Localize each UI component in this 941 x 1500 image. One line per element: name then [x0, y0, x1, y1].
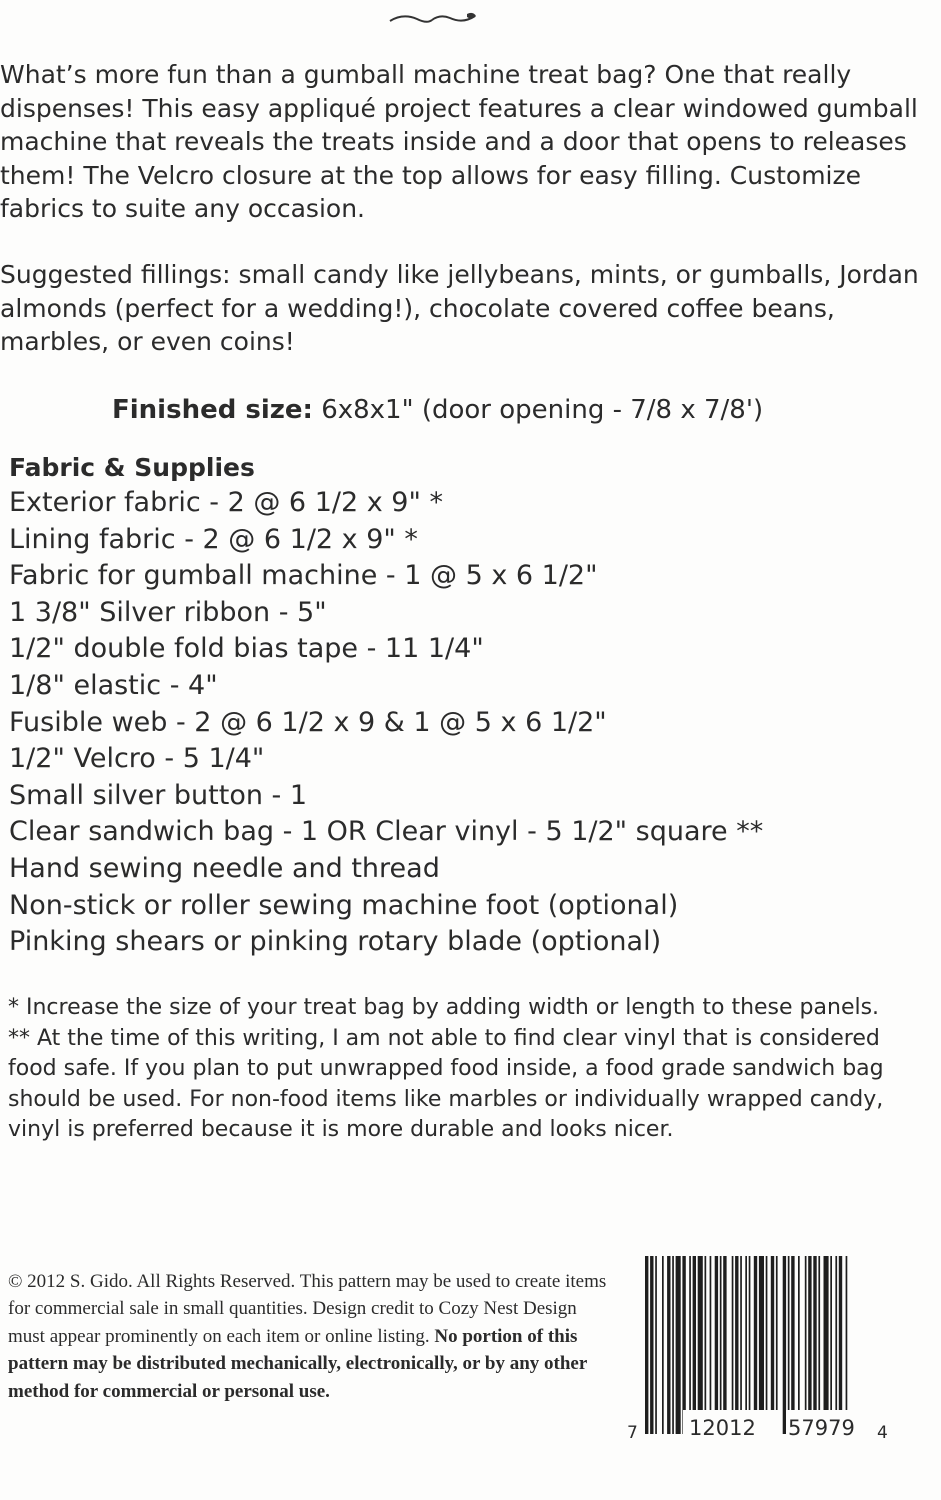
supplies-list [9, 485, 763, 961]
footnote-1: * Increase the size of your treat bag by adding width or length to these panels. [8, 995, 880, 1020]
supply-item: Hand sewing needle and thread [9, 852, 440, 884]
barcode-digits-right: 57979 [788, 1416, 855, 1440]
upc-barcode [625, 1248, 890, 1443]
finished-size-label: Finished size: [112, 395, 313, 425]
supply-item: Exterior fabric - 2 @ 6 1/2 x 9" * [9, 487, 443, 518]
supply-item: 1/2" Velcro - 5 1/4" [9, 743, 265, 775]
supply-item: Fusible web - 2 @ 6 1/2 x 9 & 1 @ 5 x 6 1/2" [9, 706, 607, 738]
supply-item: Clear sandwich bag - 1 OR Clear vinyl - 5 1/2" square ** [9, 816, 764, 848]
finished-size-value: 6x8x1" (door opening - 7/8 x 7/8') [312, 395, 764, 425]
footnote-2: ** At the time of this writing, I am not able to find clear vinyl that is considered food safe. If you plan to put unwrapped food inside, a food grade sandwich bag should be used. For non-food items like marbles or individually wrapped candy, vinyl is preferred because it is more durable and looks nicer. [8, 1025, 884, 1142]
finished-size [112, 393, 763, 427]
supply-item: 1/2" double fold bias tape - 11 1/4" [9, 633, 484, 665]
supply-item: 1 3/8" Silver ribbon - 5" [9, 596, 327, 628]
barcode-digit-first: 7 [627, 1423, 638, 1443]
fillings-paragraph: Suggested fillings: small candy like jellybeans, mints, or gumballs, Jordan almonds (perfect for a wedding!), chocolate covered coffee beans, marbles, or even coins! [0, 260, 919, 357]
supply-item: Fabric for gumball machine - 1 @ 5 x 6 1/2" [9, 560, 598, 592]
barcode-digits-left: 12012 [689, 1416, 756, 1440]
supplies-heading: Fabric & Supplies [9, 453, 255, 482]
copyright-notice [8, 1268, 618, 1405]
supply-item: Non-stick or roller sewing machine foot (optional) [9, 889, 679, 921]
barcode-digit-last: 4 [877, 1423, 888, 1443]
barcode-bars [645, 1256, 847, 1434]
intro-paragraph: What’s more fun than a gumball machine treat bag? One that really dispenses! This easy appliqué project features a clear windowed gumball machine that reveals the treats inside and a door that opens to releases them! The Velcro closure at the top allows for easy filling. Customize fabrics to suite any occasion. [0, 60, 918, 224]
copyright-restriction: No portion of this pattern may be distributed mechanically, electronically, or by any other method for commercial or personal use. [8, 1325, 587, 1402]
supply-item: Pinking shears or pinking rotary blade (optional) [9, 926, 662, 958]
copyright-text: © 2012 S. Gido. All Rights Reserved. This pattern may be used to create items for commercial sale in small quantities. Design credit to Cozy Nest Design must appear prominently on each item or online listing. [8, 1271, 607, 1347]
supply-item: 1/8" elastic - 4" [9, 669, 218, 701]
footnotes [8, 993, 908, 1146]
supply-item: Lining fabric - 2 @ 6 1/2 x 9" * [9, 523, 418, 555]
supply-item: Small silver button - 1 [9, 779, 308, 811]
flourish-ornament [385, 6, 480, 32]
